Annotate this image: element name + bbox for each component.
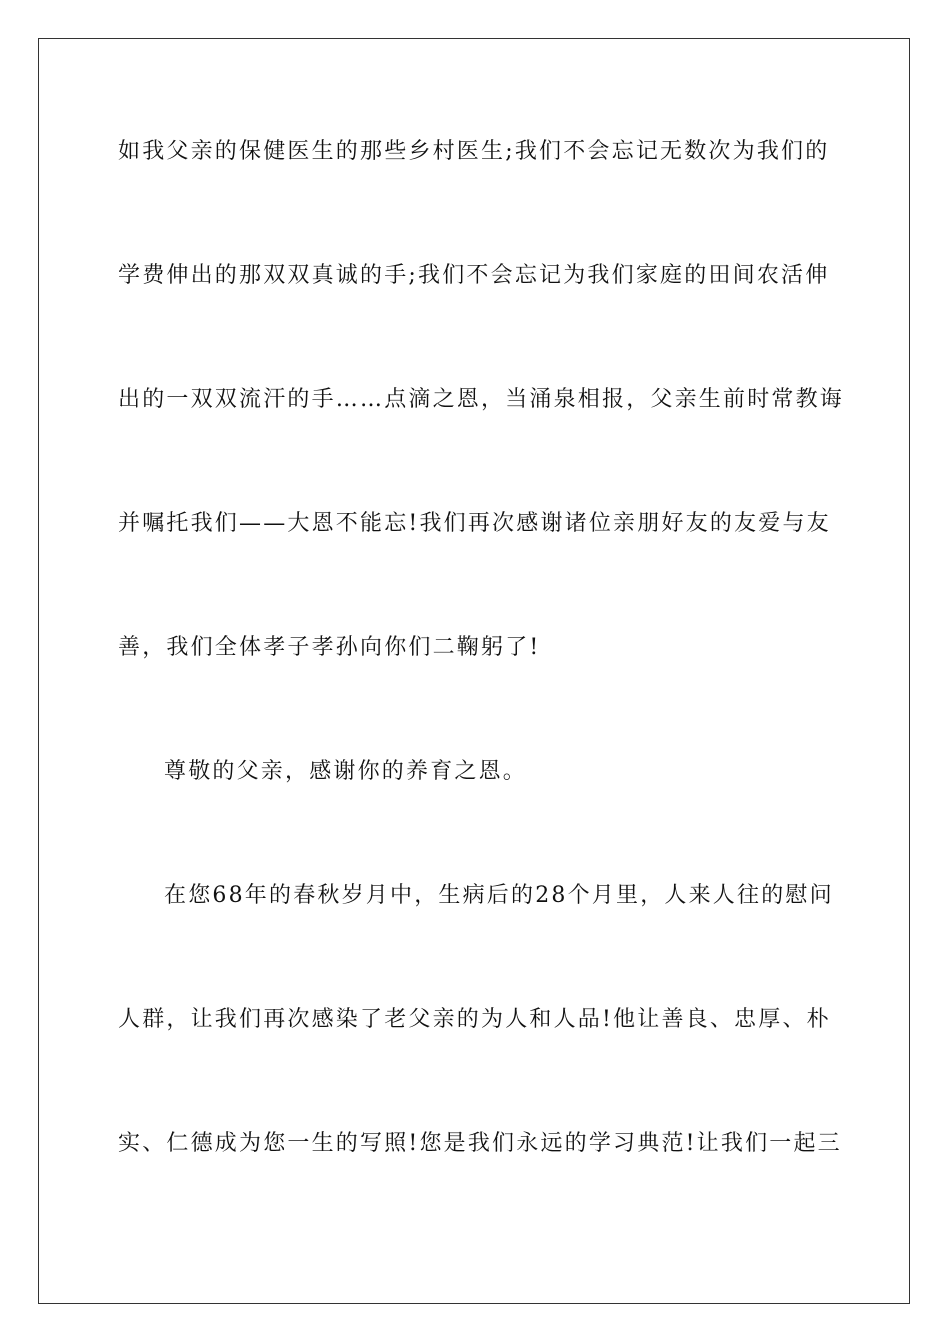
text-line-8: 人群，让我们再次感染了老父亲的为人和人品!他让善良、忠厚、朴 xyxy=(118,1007,831,1032)
paragraph-heading-line: 尊敬的父亲，感谢你的养育之恩。 xyxy=(164,759,528,784)
text-line-9: 实、仁德成为您一生的写照!您是我们永远的学习典范!让我们一起三 xyxy=(118,1131,842,1156)
text-line-2: 学费伸出的那双双真诚的手;我们不会忘记为我们家庭的田间农活伸 xyxy=(118,263,830,288)
text-line-7: 在您68年的春秋岁月中，生病后的28个月里，人来人往的慰问 xyxy=(164,883,834,908)
page-border xyxy=(38,38,910,1304)
text-line-1: 如我父亲的保健医生的那些乡村医生;我们不会忘记无数次为我们的 xyxy=(118,139,830,164)
text-line-5: 善，我们全体孝子孝孙向你们二鞠躬了! xyxy=(118,635,541,660)
text-line-4: 并嘱托我们——大恩不能忘!我们再次感谢诸位亲朋好友的友爱与友 xyxy=(118,511,831,536)
text-line-3: 出的一双双流汗的手……点滴之恩，当涌泉相报，父亲生前时常教诲 xyxy=(118,387,845,412)
